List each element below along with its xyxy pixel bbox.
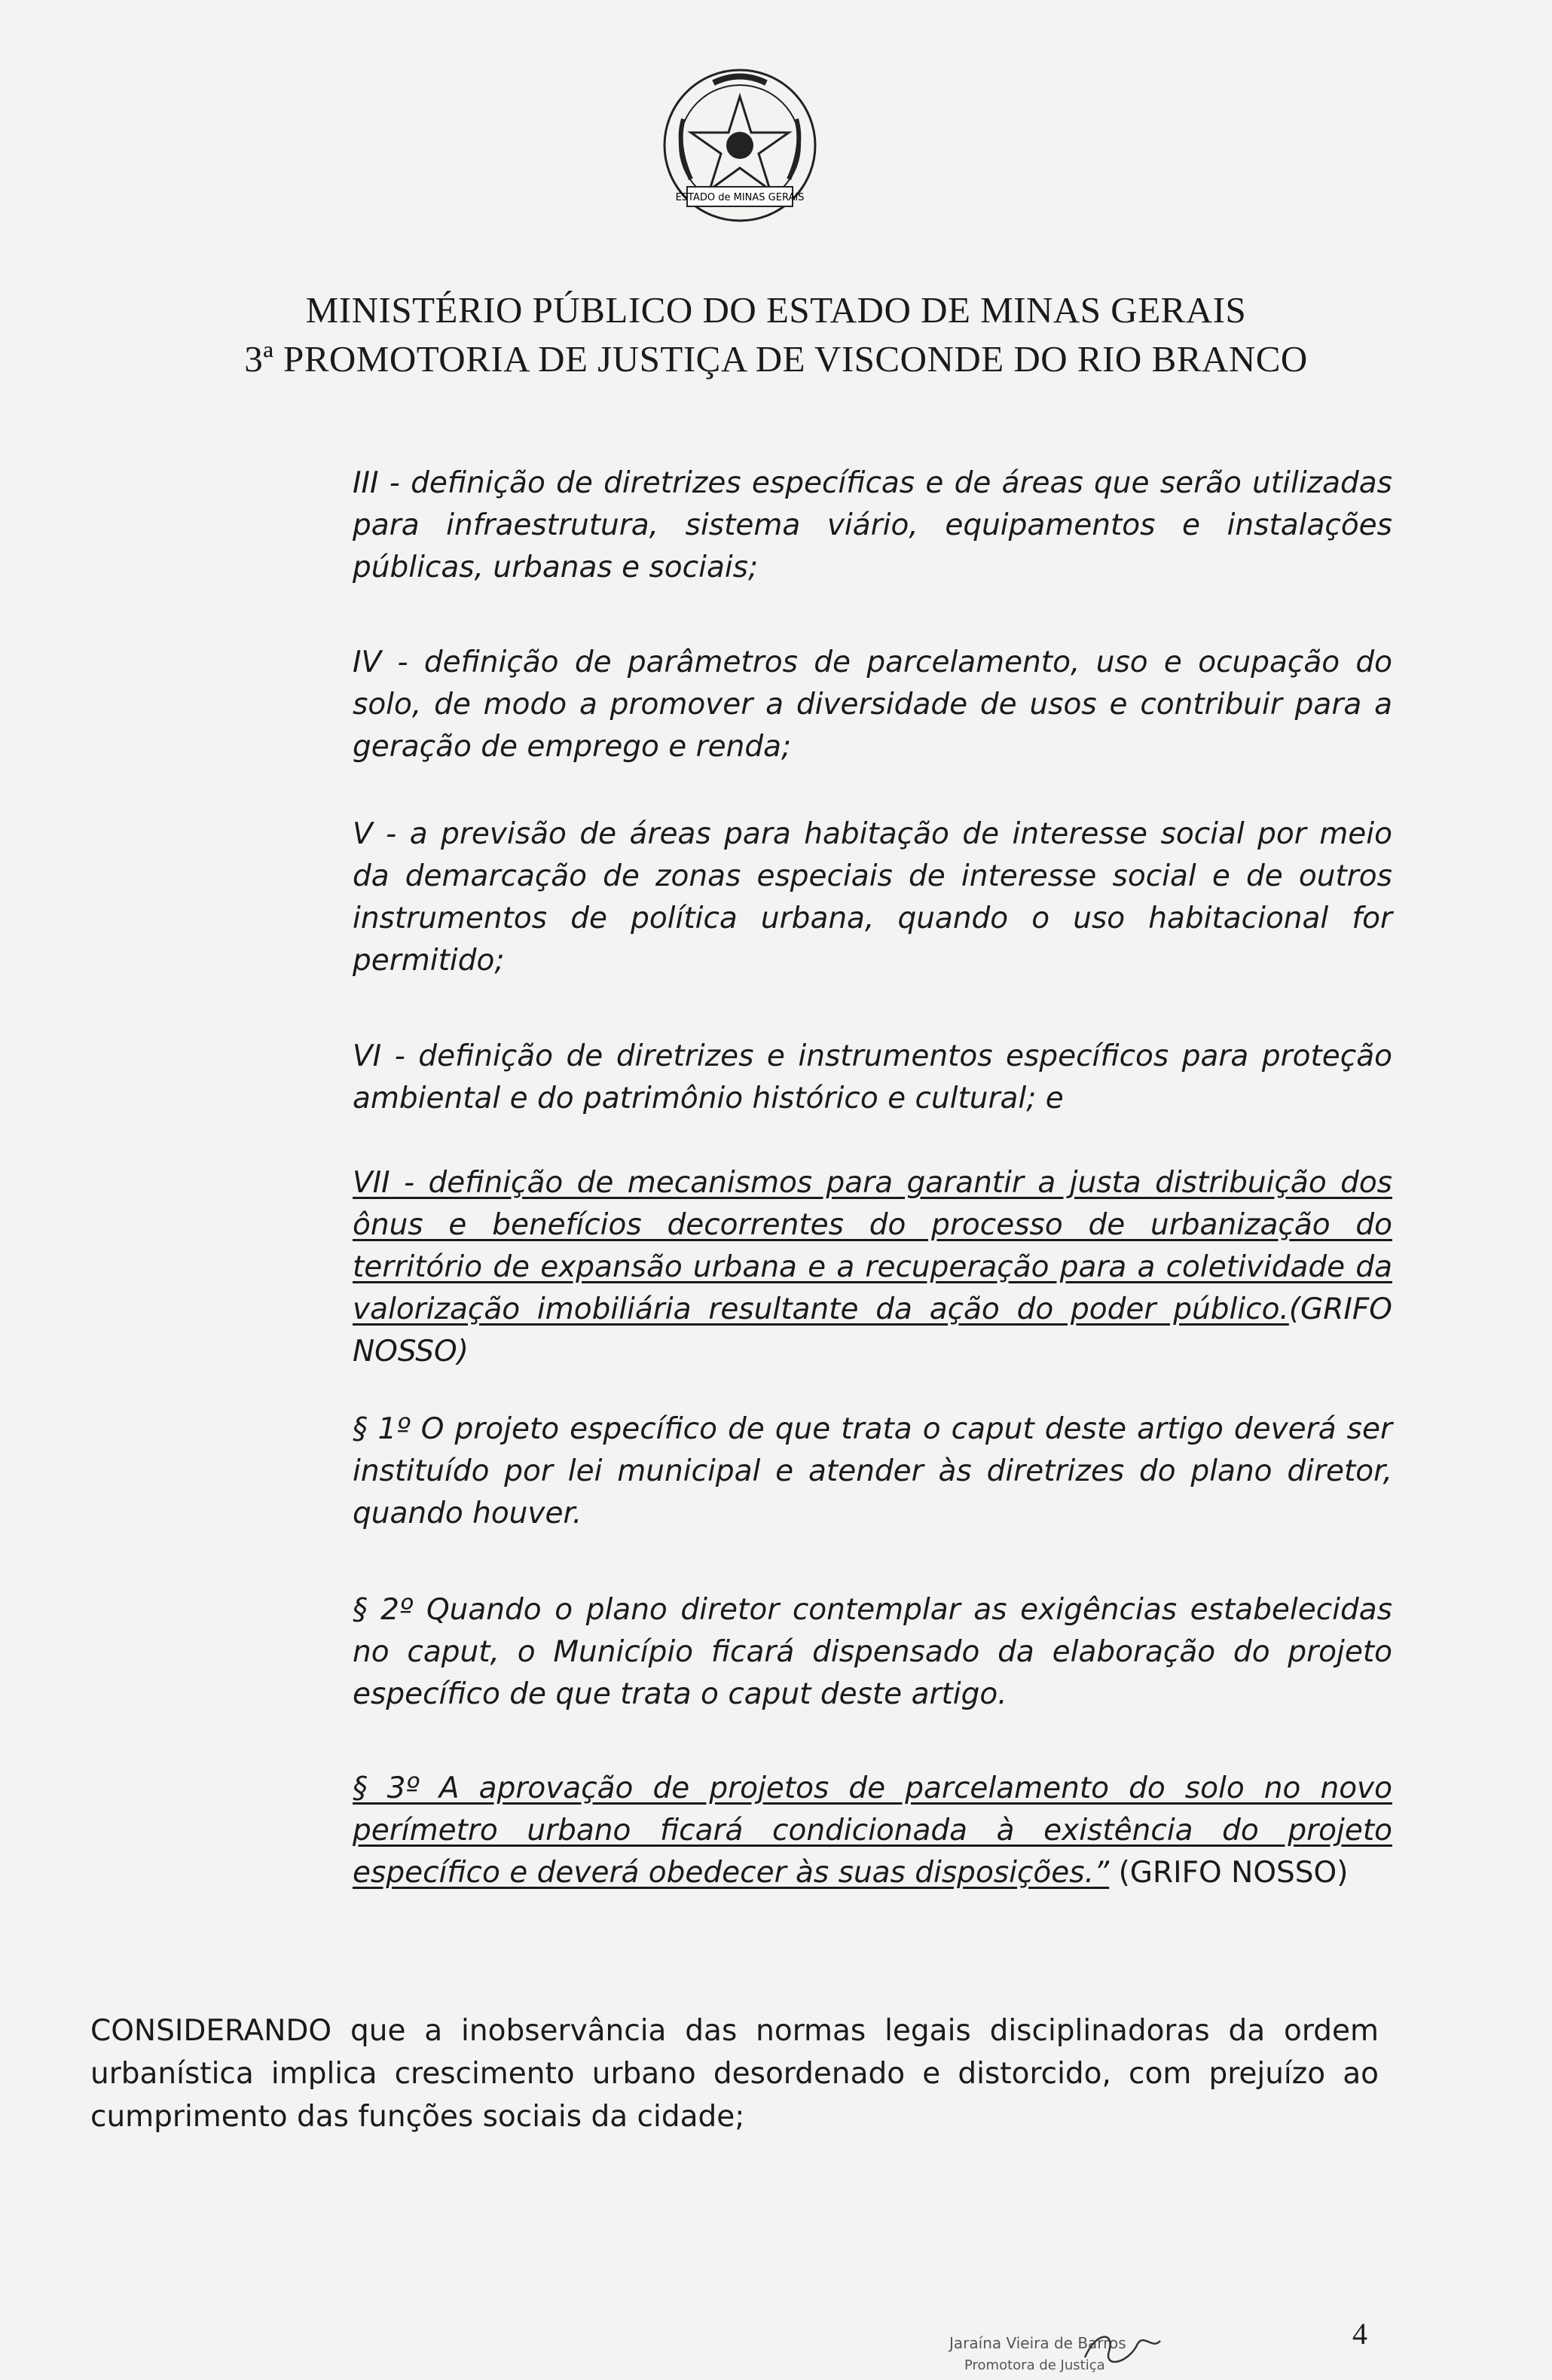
paragraph-3-grifo: (GRIFO NOSSO) <box>1109 1856 1349 1890</box>
stamp-role: Promotora de Justiça <box>964 2357 1105 2373</box>
paragraph-3-underlined: § 3º A aprovação de projetos de parcelamento do solo no novo perímetro urbano ficará condicionada à existência do projeto específico e deverá obedecer às suas disposições.” <box>353 1771 1392 1890</box>
state-seal-logo <box>661 66 819 224</box>
quote-paragraph-3 <box>353 1768 1392 1894</box>
item-vii-underlined: VII - definição de mecanismos para garantir a justa distribuição dos ônus e benefícios decorrentes do processo de urbanização do território de expansão urbana e a recuperação para a coletividade da valorização imobiliária resultante da ação do poder público. <box>353 1166 1392 1326</box>
page-number: 4 <box>1352 2317 1367 2351</box>
stamp-name: Jaraína Vieira de Barros <box>949 2334 1126 2352</box>
quote-paragraph-2: § 2º Quando o plano diretor contemplar as exigências estabelecidas no caput, o Município ficará dispensado da elaboração do projeto específico de que trata o caput deste artigo. <box>353 1593 1392 1711</box>
quote-item-iii: III - definição de diretrizes específicas e de áreas que serão utilizadas para infraestrutura, sistema viário, equipamentos e instalações públicas, urbanas e sociais; <box>353 466 1392 584</box>
quote-paragraph-1: § 1º O projeto específico de que trata o caput deste artigo deverá ser instituído por lei municipal e atender às diretrizes do plano diretor, quando houver. <box>353 1412 1392 1530</box>
header-ministry: MINISTÉRIO PÚBLICO DO ESTADO DE MINAS GERAIS <box>305 289 1247 331</box>
quote-item-vi: VI - definição de diretrizes e instrumentos específicos para proteção ambiental e do patrimônio histórico e cultural; e <box>353 1039 1392 1115</box>
quote-item-iv: IV - definição de parâmetros de parcelamento, uso e ocupação do solo, de modo a promover a diversidade de usos e contribuir para a geração de emprego e renda; <box>353 645 1392 764</box>
quote-item-v: V - a previsão de áreas para habitação de interesse social por meio da demarcação de zonas especiais de interesse social e de outros instrumentos de política urbana, quando o uso habitacional for permitido; <box>353 817 1392 978</box>
signature-stamp <box>934 2327 1258 2380</box>
header-promotoria: 3ª PROMOTORIA DE JUSTIÇA DE VISCONDE DO RIO BRANCO <box>244 338 1308 380</box>
item-vii-grifo: (GRIFO NOSSO) <box>353 1292 1392 1368</box>
seal-caption: ESTADO de MINAS GERAIS <box>675 192 805 203</box>
quote-item-vii <box>353 1162 1392 1373</box>
considerando-paragraph: CONSIDERANDO que a inobservância das normas legais disciplinadoras da ordem urbanística implica crescimento urbano desordenado e distorcido, com prejuízo ao cumprimento das funções sociais da cidade; <box>90 2014 1379 2134</box>
